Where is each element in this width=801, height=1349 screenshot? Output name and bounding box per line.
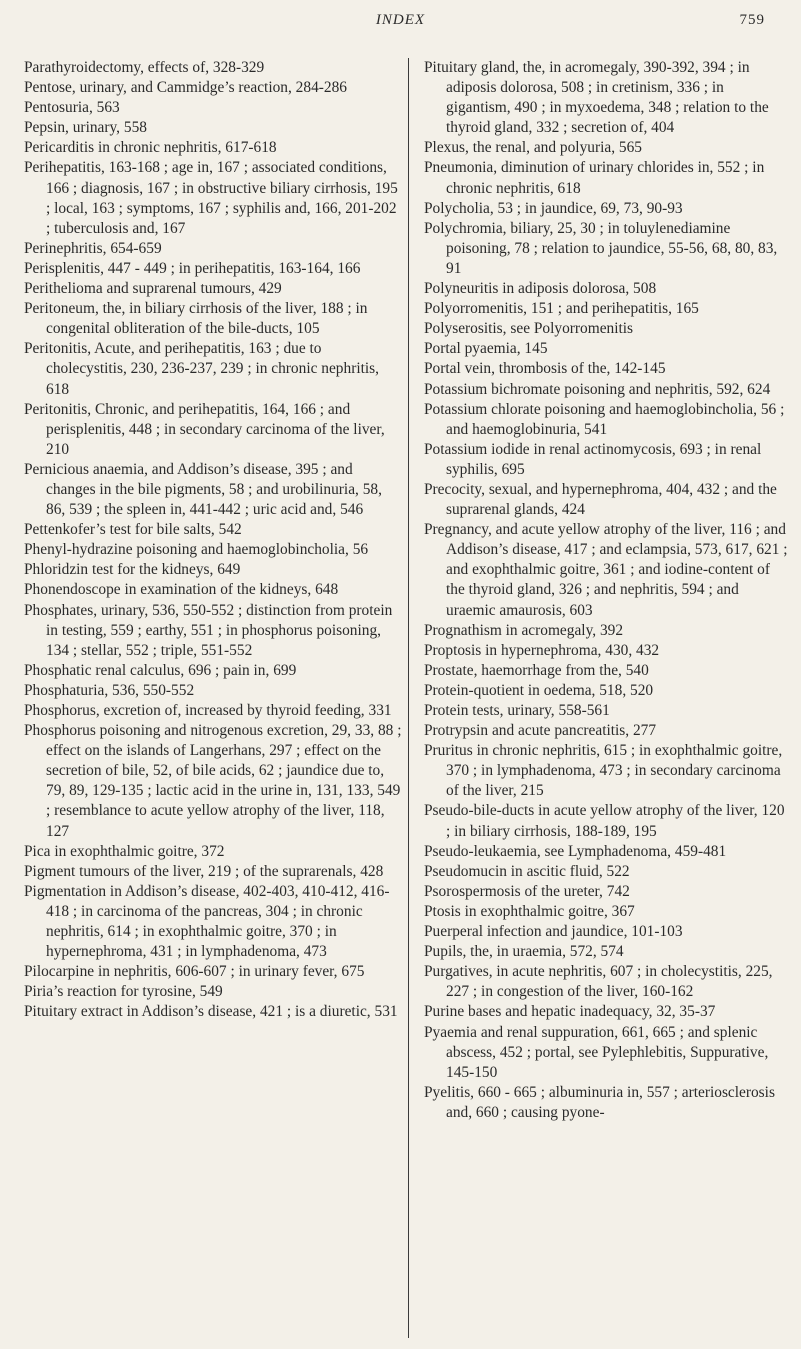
index-entry: Perinephritis, 654-659 bbox=[24, 239, 162, 257]
index-entry: Peritonitis, Acute, and perihepatitis, 163 ; due to cholecystitis, 230, 236-237, 239 ; in chronic nephritis, 618 bbox=[24, 340, 379, 398]
index-entry: Pentosuria, 563 bbox=[24, 99, 120, 117]
index-entry: Pica in exophthalmic goitre, 372 bbox=[24, 842, 225, 860]
index-column-right bbox=[424, 58, 790, 1123]
index-entry: Peritoneum, the, in biliary cirrhosis of the liver, 188 ; in congenital obliteration of the bile-ducts, 105 bbox=[24, 300, 368, 338]
index-entry: Potassium iodide in renal actinomycosis, 693 ; in renal syphilis, 695 bbox=[424, 440, 762, 478]
index-entry: Peritonitis, Chronic, and perihepatitis, 164, 166 ; and perisplenitis, 448 ; in secondary carcinoma of the liver, 210 bbox=[24, 400, 385, 458]
index-entry: Puerperal infection and jaundice, 101-103 bbox=[424, 923, 683, 941]
index-entry: Pigmentation in Addison’s disease, 402-403, 410-412, 416-418 ; in carcinoma of the pancreas, 304 ; in chronic nephritis, 614 ; in exophthalmic goitre, 370 ; in hypernephroma, 431 ; in lymphadenoma, 473 bbox=[24, 882, 390, 961]
index-entry: Ptosis in exophthalmic goitre, 367 bbox=[424, 902, 635, 920]
running-title: INDEX bbox=[375, 12, 426, 28]
index-entry: Portal pyaemia, 145 bbox=[424, 340, 548, 358]
index-entry: Precocity, sexual, and hypernephroma, 404, 432 ; and the suprarenal glands, 424 bbox=[424, 480, 777, 519]
index-entry: Polyserositis, see Polyorromenitis bbox=[424, 320, 634, 338]
index-entry: Pettenkofer’s test for bile salts, 542 bbox=[24, 521, 242, 539]
index-entry: Polyneuritis in adiposis dolorosa, 508 bbox=[424, 280, 657, 298]
index-entry: Phosphatic renal calculus, 696 ; pain in, 699 bbox=[24, 661, 297, 679]
index-entry: Pyelitis, 660 - 665 ; albuminuria in, 557 ; arteriosclerosis and, 660 ; causing pyone- bbox=[424, 1083, 775, 1121]
index-entry: Pruritus in chronic nephritis, 615 ; in exophthalmic goitre, 370 ; in lymphadenoma, 473 ; in secondary carcinoma of the liver, 215 bbox=[424, 742, 783, 800]
index-entry: Pseudomucin in ascitic fluid, 522 bbox=[424, 862, 630, 880]
index-entry: Phosphates, urinary, 536, 550-552 ; distinction from protein in testing, 559 ; earthy, 551 ; in phosphorus poisoning, 134 ; stellar, 552 ; triple, 551-552 bbox=[24, 601, 393, 659]
index-entry: Pernicious anaemia, and Addison’s disease, 395 ; and changes in the bile pigments, 58 ; and urobilinuria, 58, 86, 539 ; the spleen in, 441-442 ; uric acid and, 546 bbox=[24, 460, 382, 519]
index-entry: Potassium bichromate poisoning and nephritis, 592, 624 bbox=[424, 380, 771, 398]
index-entry: Pepsin, urinary, 558 bbox=[24, 119, 147, 137]
index-entry: Phosphorus, excretion of, increased by thyroid feeding, 331 bbox=[24, 702, 392, 719]
index-entry: Piria’s reaction for tyrosine, 549 bbox=[24, 983, 223, 1001]
index-entry: Pregnancy, and acute yellow atrophy of the liver, 116 ; and Addison’s disease, 417 ; and eclampsia, 573, 617, 621 ; and exophthalmic goitre, 361 ; and iodine-content of the thyroid gland, 326 ; and nephritis, 594 ; and uraemic amaurosis, 603 bbox=[424, 521, 788, 619]
index-entry: Proptosis in hypernephroma, 430, 432 bbox=[424, 641, 660, 659]
index-entry: Pyaemia and renal suppuration, 661, 665 ; and splenic abscess, 452 ; portal, see Pylephlebitis, Suppurative, 145-150 bbox=[424, 1023, 769, 1081]
index-entry: Phenyl-hydrazine poisoning and haemoglobincholia, 56 bbox=[24, 541, 369, 559]
index-entry: Pituitary extract in Addison’s disease, 421 ; is a diuretic, 531 bbox=[24, 1003, 398, 1021]
index-entry: Plexus, the renal, and polyuria, 565 bbox=[424, 139, 642, 157]
index-entry: Pituitary gland, the, in acromegaly, 390-392, 394 ; in adiposis dolorosa, 508 ; in cretinism, 336 ; in gigantism, 490 ; in myxoedema, 348 ; relation to the thyroid gland, 332 ; secretion of, 404 bbox=[424, 59, 769, 137]
index-entry: Phosphaturia, 536, 550-552 bbox=[24, 681, 195, 699]
index-entry: Perisplenitis, 447 - 449 ; in perihepatitis, 163-164, 166 bbox=[24, 259, 361, 277]
index-entry: Protrypsin and acute pancreatitis, 277 bbox=[424, 722, 657, 740]
index-entry: Pneumonia, diminution of urinary chlorides in, 552 ; in chronic nephritis, 618 bbox=[424, 159, 765, 197]
index-entry: Purgatives, in acute nephritis, 607 ; in cholecystitis, 225, 227 ; in congestion of the liver, 160-162 bbox=[424, 963, 773, 1001]
index-entry: Prognathism in acromegaly, 392 bbox=[424, 621, 624, 639]
index-entry: Parathyroidectomy, effects of, 328-329 bbox=[24, 59, 265, 76]
index-entry: Pupils, the, in uraemia, 572, 574 bbox=[424, 943, 624, 961]
column-divider bbox=[408, 58, 409, 1338]
index-entry: Pentose, urinary, and Cammidge’s reaction, 284-286 bbox=[24, 79, 347, 97]
index-entry: Prostate, haemorrhage from the, 540 bbox=[424, 661, 649, 679]
index-column-left bbox=[24, 58, 404, 1023]
index-entry: Portal vein, thrombosis of the, 142-145 bbox=[424, 360, 666, 378]
index-entry: Polychromia, biliary, 25, 30 ; in toluylenediamine poisoning, 78 ; relation to jaundice, 55-56, 68, 80, 83, 91 bbox=[424, 219, 778, 277]
index-entry: Polyorromenitis, 151 ; and perihepatitis, 165 bbox=[424, 300, 699, 318]
index-entry: Pigment tumours of the liver, 219 ; of the suprarenals, 428 bbox=[24, 862, 384, 880]
page-header bbox=[0, 12, 801, 36]
page-number: 759 bbox=[739, 12, 765, 28]
index-entry: Phonendoscope in examination of the kidneys, 648 bbox=[24, 581, 339, 599]
index-entry: Polycholia, 53 ; in jaundice, 69, 73, 90-93 bbox=[424, 199, 683, 217]
index-entry: Pseudo-bile-ducts in acute yellow atrophy of the liver, 120 ; in biliary cirrhosis, 188-189, 195 bbox=[424, 802, 785, 840]
index-entry: Perithelioma and suprarenal tumours, 429 bbox=[24, 280, 282, 298]
index-entry: Protein-quotient in oedema, 518, 520 bbox=[424, 681, 654, 699]
index-entry: Pericarditis in chronic nephritis, 617-618 bbox=[24, 139, 277, 157]
index-entry: Protein tests, urinary, 558-561 bbox=[424, 702, 610, 719]
index-entry: Phloridzin test for the kidneys, 649 bbox=[24, 561, 241, 579]
index-entry: Psorospermosis of the ureter, 742 bbox=[424, 882, 630, 900]
index-entry: Purine bases and hepatic inadequacy, 32, 35-37 bbox=[424, 1003, 716, 1021]
index-entry: Pseudo-leukaemia, see Lymphadenoma, 459-481 bbox=[424, 842, 727, 860]
index-entry: Potassium chlorate poisoning and haemoglobincholia, 56 ; and haemoglobinuria, 541 bbox=[424, 400, 785, 438]
index-entry: Phosphorus poisoning and nitrogenous excretion, 29, 33, 88 ; effect on the islands of Langerhans, 297 ; effect on the secretion of bile, 52, of bile acids, 62 ; jaundice due to, 79, 89, 129-135 ; lactic acid in the urine in, 131, 133, 549 ; resemblance to acute yellow atrophy of the liver, 118, 127 bbox=[24, 722, 402, 840]
index-entry: Pilocarpine in nephritis, 606-607 ; in urinary fever, 675 bbox=[24, 963, 365, 981]
index-entry: Perihepatitis, 163-168 ; age in, 167 ; associated conditions, 166 ; diagnosis, 167 ; in obstructive biliary cirrhosis, 195 ; local, 163 ; symptoms, 167 ; syphilis and, 166, 201-202 ; tuberculosis and, 167 bbox=[24, 159, 398, 237]
